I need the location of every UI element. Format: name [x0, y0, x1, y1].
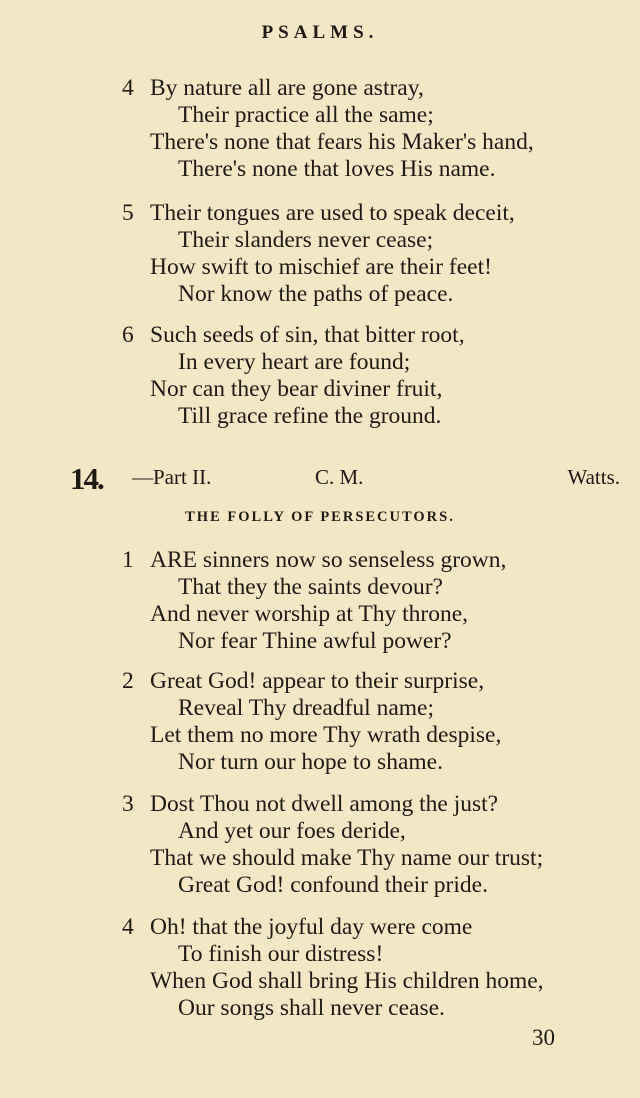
verse-line: Our songs shall never cease.: [178, 995, 445, 1021]
verse-number: 6: [122, 322, 134, 348]
verse-line: And never worship at Thy throne,: [150, 601, 469, 627]
verse-line: That we should make Thy name our trust;: [150, 845, 544, 871]
verse-line: Let them no more Thy wrath despise,: [150, 722, 502, 748]
verse-line: Nor know the paths of peace.: [178, 281, 454, 307]
running-header: PSALMS.: [261, 22, 379, 43]
verse-number: 4: [122, 914, 134, 940]
verse-line: By nature all are gone astray,: [150, 75, 424, 101]
verse-line: Nor can they bear diviner fruit,: [150, 376, 443, 402]
verse-line: And yet our foes deride,: [178, 818, 406, 844]
verse-line: Their slanders never cease;: [178, 227, 434, 253]
verse-line: Their tongues are used to speak deceit,: [150, 200, 515, 226]
verse-line: Such seeds of sin, that bitter root,: [150, 322, 465, 348]
verse-line: Till grace refine the ground.: [178, 403, 442, 429]
hymn-author: Watts.: [567, 465, 620, 489]
verse-number: 2: [122, 668, 134, 694]
verse-number: 1: [122, 547, 134, 573]
verse-line: In every heart are found;: [178, 349, 411, 375]
verse-number: 4: [122, 75, 134, 101]
hymn-part: —Part II.: [132, 465, 212, 489]
verse-number: 3: [122, 791, 134, 817]
verse-line: Dost Thou not dwell among the just?: [150, 791, 499, 817]
verse-line: Nor turn our hope to shame.: [178, 749, 443, 775]
verse-line: Oh! that the joyful day were come: [150, 914, 473, 940]
hymn-subtitle: THE FOLLY OF PERSECUTORS.: [185, 509, 455, 525]
verse-line: Great God! confound their pride.: [178, 872, 488, 898]
verse-line: How swift to mischief are their feet!: [150, 254, 492, 280]
verse-line: There's none that fears his Maker's hand,: [150, 129, 534, 155]
verse-line: Great God! appear to their surprise,: [150, 668, 485, 694]
verse-line: To finish our distress!: [178, 941, 384, 967]
verse-number: 5: [122, 200, 134, 226]
page-number: 30: [532, 1025, 555, 1050]
hymn-number: 14.: [70, 461, 103, 496]
verse-line: Reveal Thy dreadful name;: [178, 695, 435, 721]
verse-line: Their practice all the same;: [178, 102, 434, 128]
verse-line: Nor fear Thine awful power?: [178, 628, 452, 654]
hymn-meter: C. M.: [315, 465, 364, 489]
verse-line: ARE sinners now so senseless grown,: [150, 547, 507, 573]
verse-line: That they the saints devour?: [178, 574, 443, 600]
verse-line: There's none that loves His name.: [178, 156, 496, 182]
verse-line: When God shall bring His children home,: [150, 968, 544, 994]
hymn-heading: [70, 461, 620, 496]
